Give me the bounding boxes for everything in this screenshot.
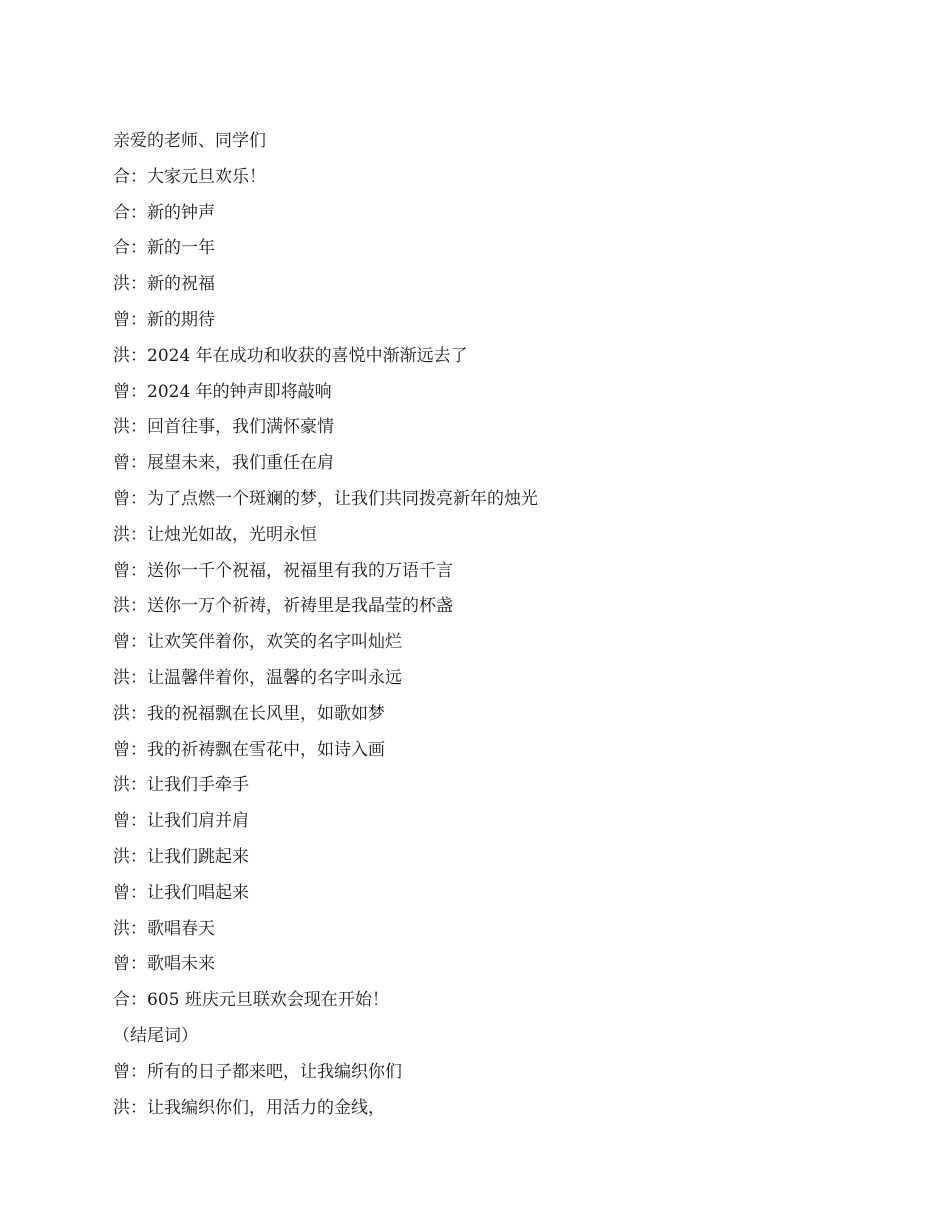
document-body <box>113 124 853 1126</box>
text-line: 合：605 班庆元旦联欢会现在开始！ <box>113 990 389 1011</box>
text-line: 曾：所有的日子都来吧，让我编织你们 <box>113 1061 402 1082</box>
text-line: 曾：让我们唱起来 <box>113 882 249 903</box>
text-line: 洪：让我们跳起来 <box>113 846 249 867</box>
text-line: 洪：让温馨伴着你，温馨的名字叫永远 <box>113 667 402 688</box>
text-line: 洪：2024 年在成功和收获的喜悦中渐渐远去了 <box>113 345 468 366</box>
text-line: 洪：送你一万个祈祷，祈祷里是我晶莹的杯盏 <box>113 596 453 617</box>
text-line: 曾：歌唱未来 <box>113 954 215 975</box>
text-line: 曾：让我们肩并肩 <box>113 811 249 832</box>
text-line: 曾：我的祈祷飘在雪花中，如诗入画 <box>113 739 385 760</box>
text-line: 曾：送你一千个祝福，祝福里有我的万语千言 <box>113 560 453 581</box>
text-line: 洪：让我们手牵手 <box>113 775 249 796</box>
text-line: 亲爱的老师、同学们 <box>113 131 266 151</box>
text-line: （结尾词） <box>113 1025 198 1046</box>
text-line: 洪：歌唱春天 <box>113 918 215 939</box>
text-line: 曾：为了点燃一个斑斓的梦，让我们共同拨亮新年的烛光 <box>113 488 538 509</box>
text-line: 曾：2024 年的钟声即将敲响 <box>113 381 332 402</box>
text-line: 合：新的一年 <box>113 238 215 259</box>
text-line: 曾：新的期待 <box>113 309 215 330</box>
text-line: 合：大家元旦欢乐！ <box>113 166 266 187</box>
text-line: 洪：我的祝福飘在长风里，如歌如梦 <box>113 703 385 724</box>
text-line: 洪：回首往事，我们满怀豪情 <box>113 417 334 438</box>
text-line: 洪：新的祝福 <box>113 274 215 295</box>
text-line: 洪：让我编织你们，用活力的金线， <box>113 1097 385 1118</box>
text-line: 曾：展望未来，我们重任在肩 <box>113 453 334 474</box>
text-line: 合：新的钟声 <box>113 202 215 223</box>
text-line: 曾：让欢笑伴着你，欢笑的名字叫灿烂 <box>113 632 402 653</box>
text-line: 洪：让烛光如故，光明永恒 <box>113 524 317 545</box>
